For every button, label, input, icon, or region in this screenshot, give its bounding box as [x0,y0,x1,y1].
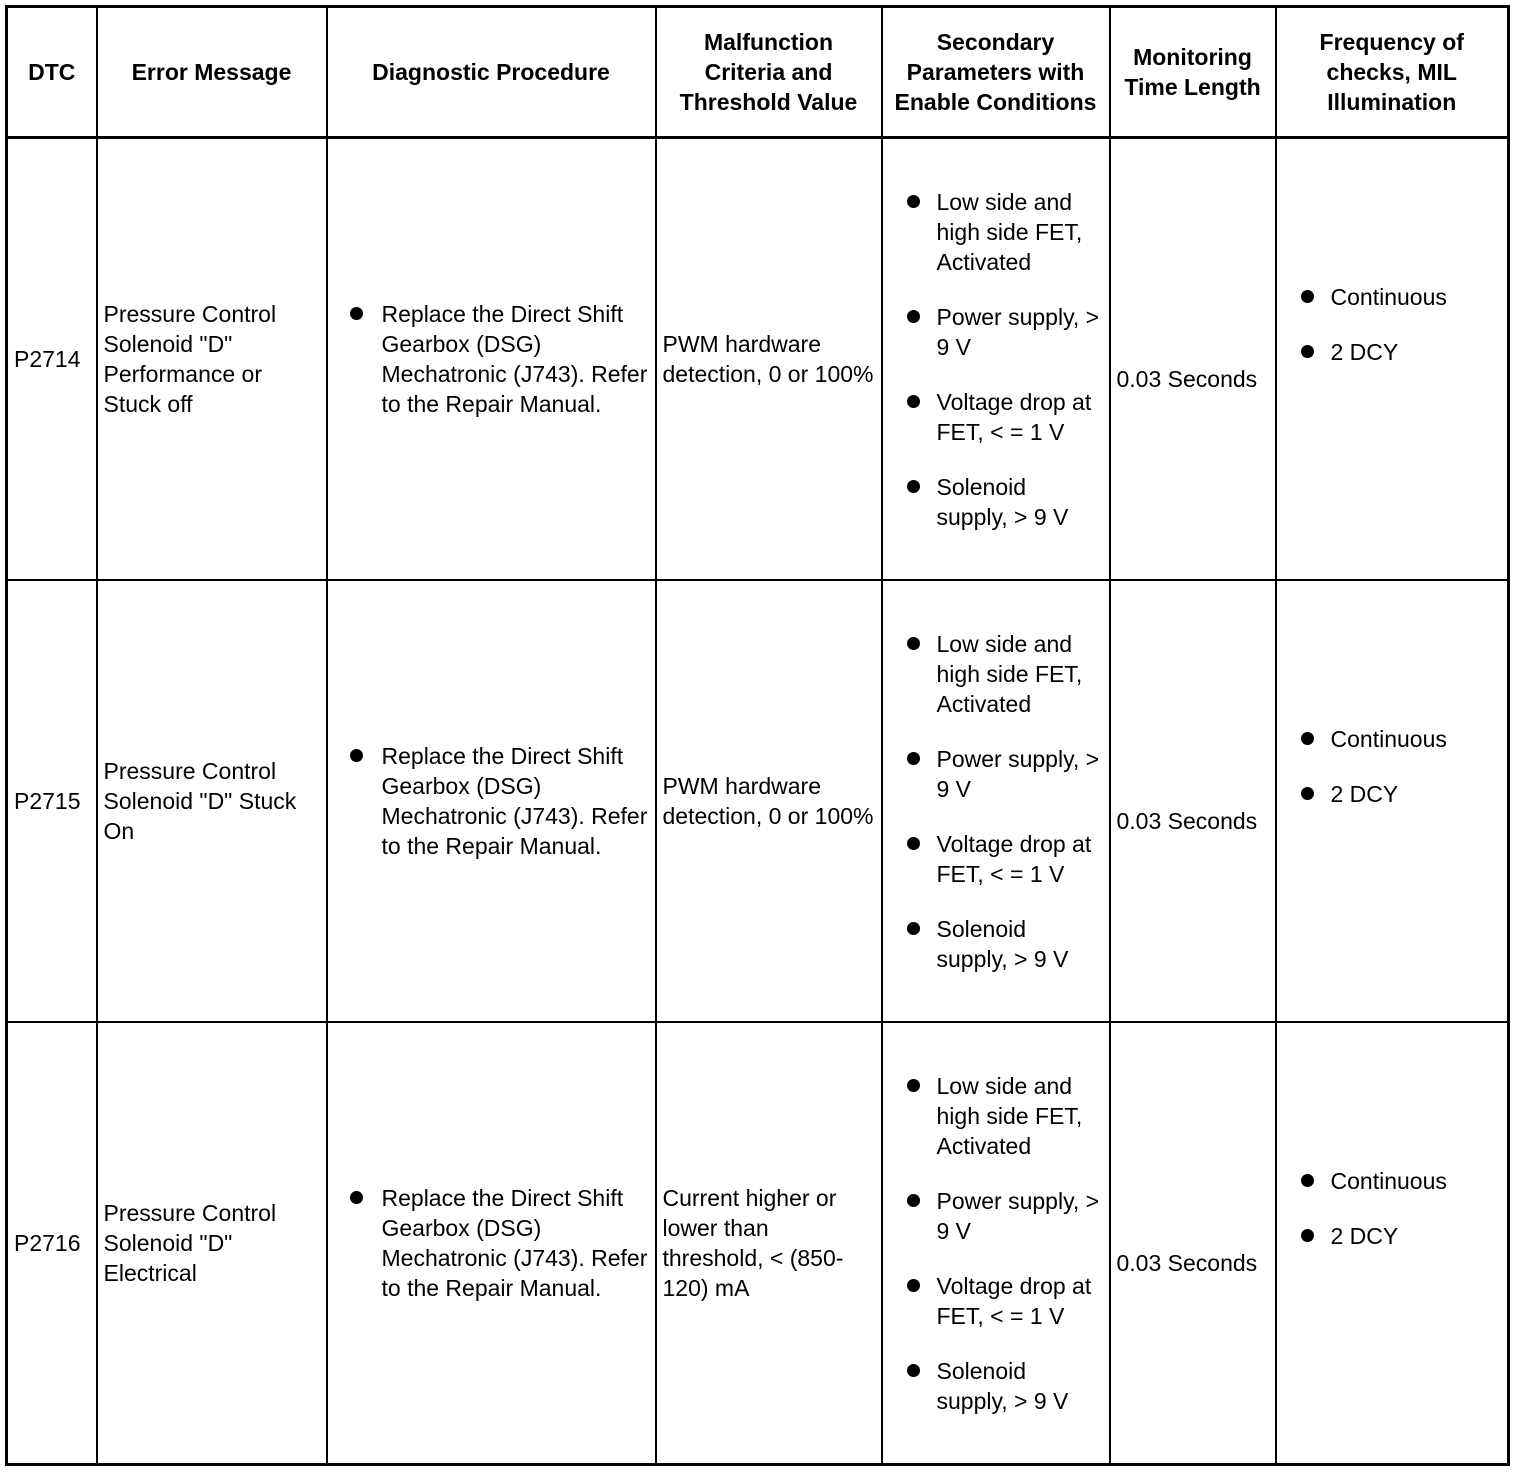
frequency-item: 2 DCY [1283,1221,1502,1251]
monitoring-time-value: 0.03 Seconds [1116,808,1258,834]
table-row [7,580,1509,1022]
malfunction-criteria: PWM hardware detection, 0 or 100% [656,138,882,581]
dtc-code: P2716 [7,1022,97,1465]
header-monitoring-time: Monitoring Time Length [1110,7,1276,138]
header-diagnostic-procedure: Diagnostic Procedure [327,7,656,138]
malfunction-criteria: Current higher or lower than threshold, < (850-120) mA [656,1022,882,1465]
monitoring-time [1110,1022,1276,1465]
monitoring-time-value: 0.03 Seconds [1116,1250,1258,1276]
secondary-item: Voltage drop at FET, < = 1 V [889,829,1103,889]
frequency [1276,138,1509,581]
header-dtc: DTC [7,7,97,138]
secondary-item: Solenoid supply, > 9 V [889,1356,1103,1416]
diagnostic-procedure [327,138,656,581]
header-malfunction-criteria: Malfunction Criteria and Threshold Value [656,7,882,138]
monitoring-time-value: 0.03 Seconds [1116,366,1258,392]
dtc-table [5,5,1510,1466]
secondary-item: Power supply, > 9 V [889,302,1103,362]
error-message: Pressure Control Solenoid "D" Electrical [97,1022,327,1465]
procedure-item: Replace the Direct Shift Gearbox (DSG) Mechatronic (J743). Refer to the Repair Manual. [334,741,649,861]
error-message: Pressure Control Solenoid "D" Performance or Stuck off [97,138,327,581]
frequency [1276,580,1509,1022]
header-row [7,7,1509,138]
frequency-item: Continuous [1283,724,1502,754]
header-frequency: Frequency of checks, MIL Illumination [1276,7,1509,138]
frequency-item: 2 DCY [1283,337,1502,367]
secondary-item: Voltage drop at FET, < = 1 V [889,1271,1103,1331]
dtc-code: P2715 [7,580,97,1022]
secondary-parameters [882,138,1110,581]
malfunction-criteria: PWM hardware detection, 0 or 100% [656,580,882,1022]
table-row [7,138,1509,581]
dtc-table-container [5,5,1507,1466]
procedure-item: Replace the Direct Shift Gearbox (DSG) Mechatronic (J743). Refer to the Repair Manual. [334,1183,649,1303]
diagnostic-procedure [327,1022,656,1465]
procedure-item: Replace the Direct Shift Gearbox (DSG) Mechatronic (J743). Refer to the Repair Manual. [334,299,649,419]
secondary-item: Voltage drop at FET, < = 1 V [889,387,1103,447]
secondary-item: Power supply, > 9 V [889,1186,1103,1246]
secondary-item: Low side and high side FET, Activated [889,187,1103,277]
diagnostic-procedure [327,580,656,1022]
secondary-parameters [882,1022,1110,1465]
error-message: Pressure Control Solenoid "D" Stuck On [97,580,327,1022]
table-row [7,1022,1509,1465]
frequency-item: Continuous [1283,282,1502,312]
secondary-item: Power supply, > 9 V [889,744,1103,804]
monitoring-time [1110,580,1276,1022]
secondary-item: Solenoid supply, > 9 V [889,472,1103,532]
frequency-item: Continuous [1283,1166,1502,1196]
secondary-item: Solenoid supply, > 9 V [889,914,1103,974]
header-secondary-parameters: Secondary Parameters with Enable Conditions [882,7,1110,138]
frequency-item: 2 DCY [1283,779,1502,809]
secondary-item: Low side and high side FET, Activated [889,1071,1103,1161]
secondary-item: Low side and high side FET, Activated [889,629,1103,719]
header-error-message: Error Message [97,7,327,138]
frequency [1276,1022,1509,1465]
dtc-code: P2714 [7,138,97,581]
secondary-parameters [882,580,1110,1022]
monitoring-time [1110,138,1276,581]
